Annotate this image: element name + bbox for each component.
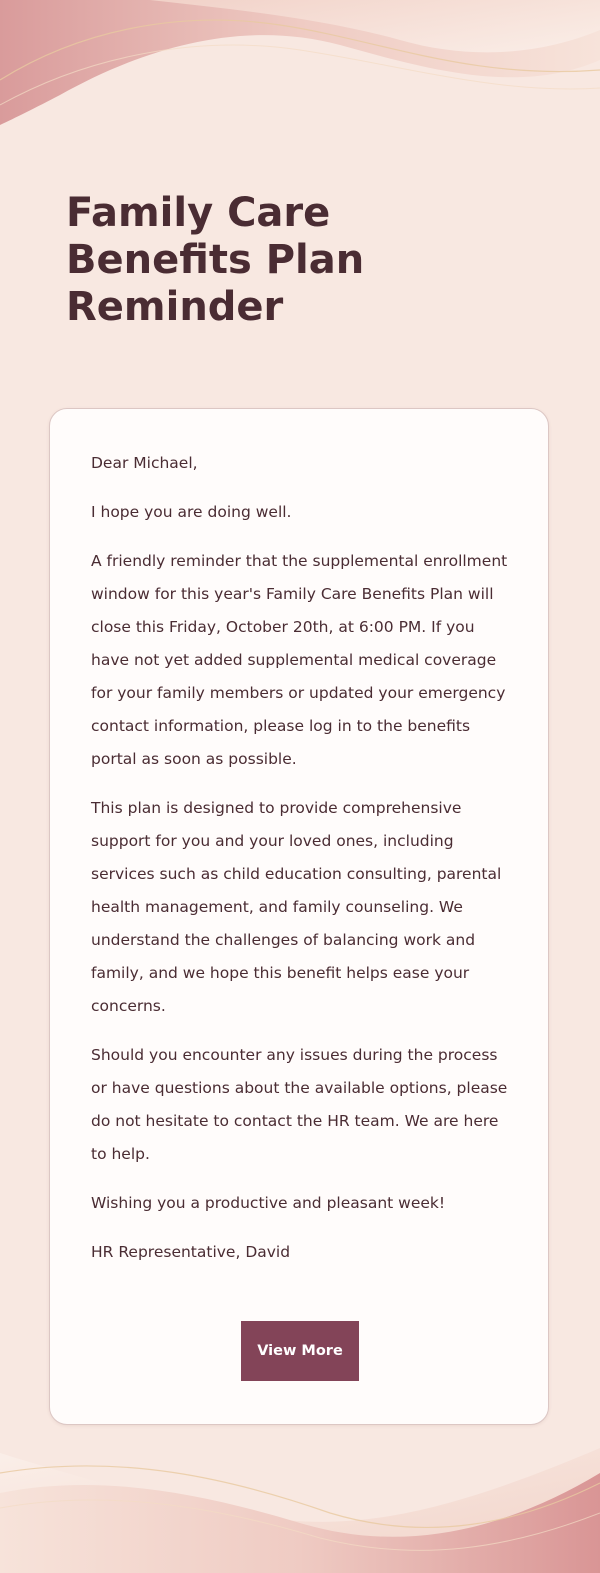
letter-greeting: Dear Michael,	[91, 454, 198, 472]
decorative-waves-bottom	[0, 1433, 600, 1573]
letter-paragraph-contact: Should you encounter any issues during the process or have questions about the available options, please do not hesitate to contact the HR team. We are here to help.	[91, 1046, 508, 1163]
letter-intro: I hope you are doing well.	[91, 503, 292, 521]
letter-closing: Wishing you a productive and pleasant week!	[91, 1194, 446, 1212]
letter-body	[91, 447, 509, 1285]
view-more-button[interactable]: View More	[241, 1321, 359, 1381]
letter-card	[49, 408, 549, 1425]
decorative-waves-top	[0, 0, 600, 140]
letter-paragraph-plan: This plan is designed to provide comprehensive support for you and your loved ones, including services such as child education consulting, parental health management, and family counseling. We understand the challenges of balancing work and family, and we hope this benefit helps ease your concerns.	[91, 799, 502, 1015]
letter-paragraph-enrollment: A friendly reminder that the supplemental enrollment window for this year's Family Care Benefits Plan will close this Friday, October 20th, at 6:00 PM. If you have not yet added supplemental medical coverage for your family members or updated your emergency contact information, please log in to the benefits portal as soon as possible.	[91, 552, 508, 768]
page-title: Family Care Benefits Plan Reminder	[66, 190, 365, 330]
letter-signature: HR Representative, David	[91, 1243, 291, 1261]
